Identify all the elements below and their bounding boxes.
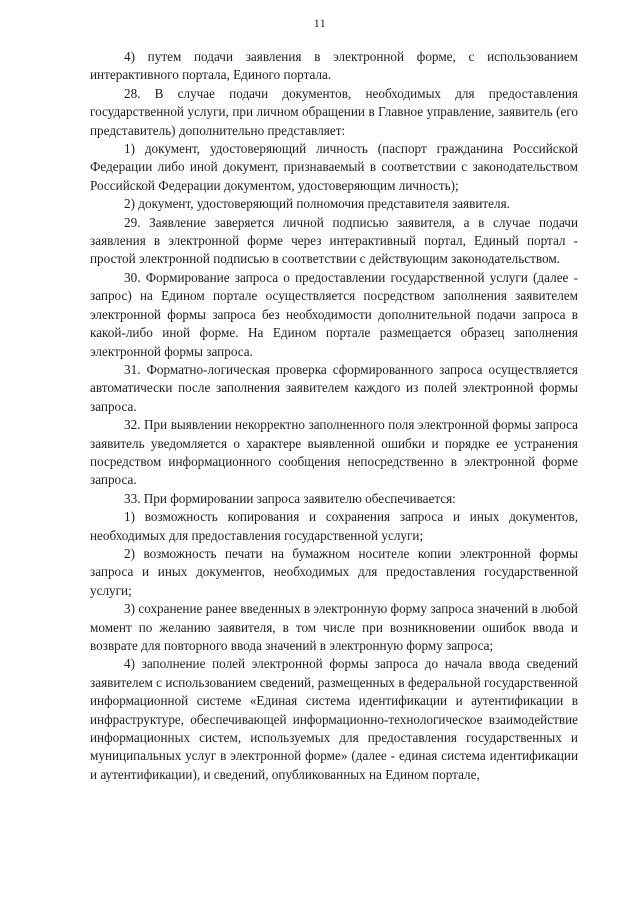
- paragraph-33-item-3: 3) сохранение ранее введенных в электронную форму запроса значений в любой момент по желанию заявителя, в том числе при возникновении ошибок ввода и возврате для повторного ввода значений в электронную форму запроса;: [90, 601, 578, 653]
- paragraph-33-item-1: 1) возможность копирования и сохранения запроса и иных документов, необходимых для предоставления государственной услуги;: [90, 509, 578, 543]
- paragraph-32: 32. При выявлении некорректно заполненного поля электронной формы запроса заявитель уведомляется о характере выявленной ошибки и порядке ее устранения посредством информационного сообщения непосредственно в электронной форме запроса.: [90, 417, 578, 488]
- page-number: 11: [313, 16, 327, 30]
- paragraph-28-item-2: 2) документ, удостоверяющий полномочия представителя заявителя.: [124, 196, 510, 212]
- paragraph-33-item-2: 2) возможность печати на бумажном носителе копии электронной формы запроса и иных документов, необходимых для предоставления государственной услуги;: [90, 545, 578, 598]
- paragraph-28: 28. В случае подачи документов, необходимых для предоставления государственной услуги, при личном обращении в Главное управление, заявитель (его представитель) дополнительно представляет:: [90, 85, 578, 138]
- paragraph-31: 31. Форматно-логическая проверка сформированного запроса осуществляется автоматически после заполнения заявителем каждого из полей электронной формы запроса.: [90, 361, 578, 414]
- paragraph-30: 30. Формирование запроса о предоставлении государственной услуги (далее - запрос) на Едином портале осуществляется посредством заполнения заявителем электронной формы запроса без необходимости дополнительной подачи запроса в какой-либо иной форме. На Едином портале размещается образец заполнения электронной формы запроса.: [90, 269, 578, 359]
- paragraph-28-item-1: 1) документ, удостоверяющий личность (паспорт гражданина Российской Федерации либо иной документ, признаваемый в соответствии с законодательством Российской Федерации документом, удостоверяющим личность);: [90, 141, 578, 193]
- paragraph-4-submission: 4) путем подачи заявления в электронной форме, с использованием интерактивного портала, Единого портала.: [90, 49, 578, 83]
- paragraph-33-item-4: 4) заполнение полей электронной формы запроса до начала ввода сведений заявителем с использованием сведений, размещенных в федеральной государственной информационной системе «Единая система идентификации и аутентификации в инфраструктуре, обеспечивающей информационно-технологическое взаимодействие информационных систем, используемых для предоставления государственных и муниципальных услуг в электронной форме» (далее - единая система идентификации и аутентификации), и сведений, опубликованных на Едином портале,: [90, 656, 578, 782]
- document-body: [90, 48, 578, 784]
- paragraph-33: 33. При формировании запроса заявителю обеспечивается:: [124, 490, 456, 506]
- paragraph-29: 29. Заявление заверяется личной подписью заявителя, а в случае подачи заявления в электронной форме через интерактивный портал, Единый портал - простой электронной подписью в соответствии с действующим законодательством.: [90, 214, 578, 267]
